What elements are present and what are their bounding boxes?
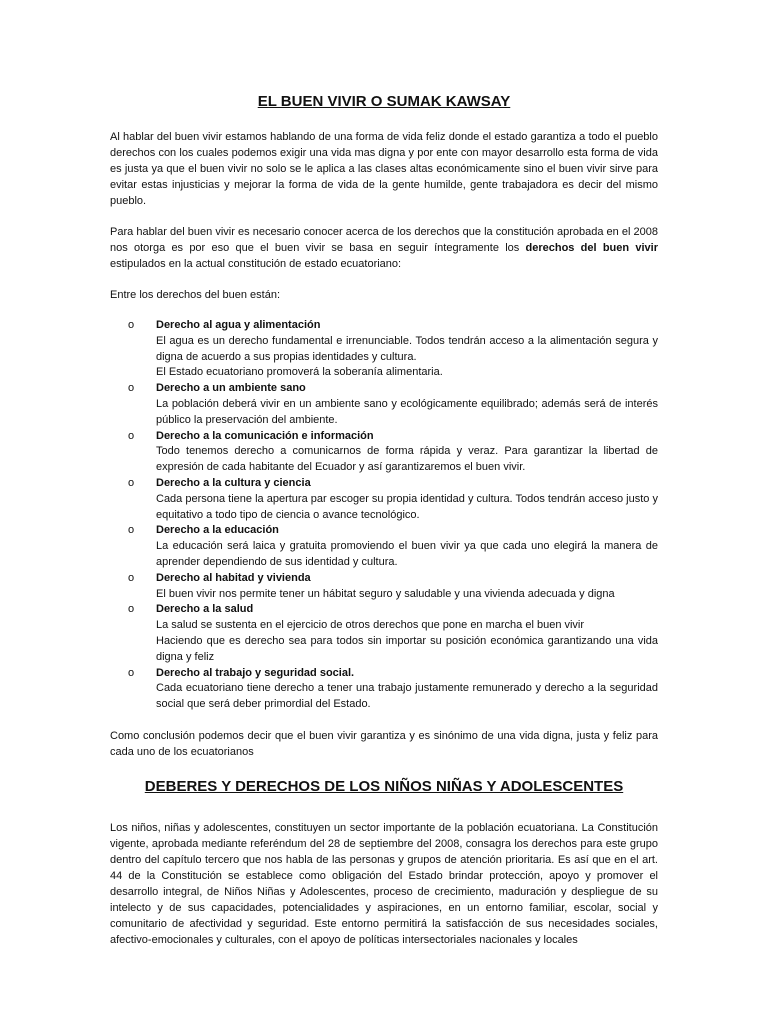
bullet-icon: o [128,571,135,584]
rights-list-intro: Entre los derechos del buen están: [110,289,281,301]
ninos-paragraph: Los niños, niñas y adolescentes, constituyen un sector importante de la población ecuatoriana. La Constitución vigente, aprobada mediante referéndum del 28 de septiembre del 2008, consagra los derechos para este grupo dentro del capítulo tercero que nos habla de las personas y grupos de atención prioritaria. Es así que en el art. 44 de la Constitución se establece como obligación del Estado brindar protección, apoyo y promover el desarrollo integral, de Niños Niñas y Adolescentes, proceso de crecimiento, maduración y despliegue de su intelecto y de sus capacidades, potencialidades y aspiraciones, en un entorno familiar, escolar, social y comunitario de afectividad y seguridad. Este entorno permitirá la satisfacción de sus necesidades sociales, afectivo-emocionales y culturales, con el apoyo de políticas intersectoriales nacionales y locales [110,822,658,946]
list-item [110,381,658,428]
bullet-icon: o [128,666,135,679]
list-item-body: Todo tenemos derecho a comunicarnos de forma rápida y veraz. Para garantizar la libertad de expresión de cada habitante del Ecuador y así garantizaremos el buen vivir. [156,445,658,474]
list-item [110,666,658,713]
bullet-icon: o [128,429,135,442]
list-item-body: Cada ecuatoriano tiene derecho a tener una trabajo justamente remunerado y derecho a la seguridad social que será deber primordial del Estado. [156,682,658,711]
list-item-body: El buen vivir nos permite tener un hábitat seguro y saludable y una vivienda adecuada y digna [156,587,615,600]
bullet-icon: o [128,524,135,537]
list-item-title: Derecho a la cultura y ciencia [156,476,311,489]
list-item [110,523,658,570]
conclusion-paragraph: Como conclusión podemos decir que el buen vivir garantiza y es sinónimo de una vida digna, justa y feliz para cada uno de los ecuatorianos [110,730,658,758]
constitution-paragraph [110,224,658,272]
list-item-title: Derecho al habitad y vivienda [156,571,311,584]
list-item [110,571,658,603]
list-item-title: Derecho a la comunicación e información [156,429,374,442]
section-title-ninos: DEBERES Y DERECHOS DE LOS NIÑOS NIÑAS Y ADOLESCENTES [144,778,624,795]
list-item [110,318,658,381]
rights-list [110,318,658,713]
list-item [110,476,658,523]
section-title-buen-vivir: EL BUEN VIVIR O SUMAK KAWSAY [257,93,511,110]
list-item-body: El agua es un derecho fundamental e irrenunciable. Todos tendrán acceso a la alimentación segura y digna de acuerdo a sus propias identidades y cultura. [156,334,658,363]
intro-paragraph: Al hablar del buen vivir estamos hablando de una forma de vida feliz donde el estado garantiza a todo el pueblo derechos con los cuales podemos exigir una vida mas digna y por ente con mayor desarrollo esta forma de vida es justa ya que el buen vivir no solo se le aplica a las clases altas económicamente sino el buen vivir sirve para evitar estas injusticias y mejorar la forma de vida de la gente humilde, gente trabajadora es decir del mismo pueblo. [110,131,658,207]
constitution-paragraph-end: estipulados en la actual constitución de estado ecuatoriano: [110,258,402,270]
list-item-body: La población deberá vivir en un ambiente sano y ecológicamente equilibrado; además será de interés público la preservación del ambiente. [156,397,658,426]
list-item-body-extra: El Estado ecuatoriano promoverá la soberanía alimentaria. [156,366,443,379]
constitution-paragraph-bold: derechos del buen vivir [525,242,658,254]
list-item-title: Derecho a la educación [156,524,279,537]
list-item-title: Derecho a la salud [156,603,254,616]
list-item-title: Derecho al trabajo y seguridad social. [156,666,355,679]
bullet-icon: o [128,603,135,616]
list-item-body: La salud se sustenta en el ejercicio de otros derechos que pone en marcha el buen vivir [156,619,585,632]
constitution-paragraph-start: Para hablar del buen vivir es necesario conocer acerca de los derechos que la constitución aprobada en el 2008 nos otorga es por eso que el buen vivir se basa en seguir íntegramente los [110,226,658,254]
list-item-body-extra: Haciendo que es derecho sea para todos sin importar su posición económica garantizando una vida digna y feliz [156,634,658,663]
list-item-body: La educación será laica y gratuita promoviendo el buen vivir ya que cada uno elegirá la manera de aprender dependiendo de sus identidad y cultura. [156,540,658,568]
list-item-title: Derecho a un ambiente sano [156,382,306,395]
bullet-icon: o [128,382,135,395]
list-item-body: Cada persona tiene la apertura par escoger su propia identidad y cultura. Todos tendrán acceso justo y equitativo a todo tipo de ciencia o avance tecnológico. [156,492,658,521]
list-item [110,429,658,476]
list-item-title: Derecho al agua y alimentación [156,319,321,331]
bullet-icon: o [128,476,135,489]
bullet-icon: o [128,319,135,331]
list-item [110,602,658,665]
